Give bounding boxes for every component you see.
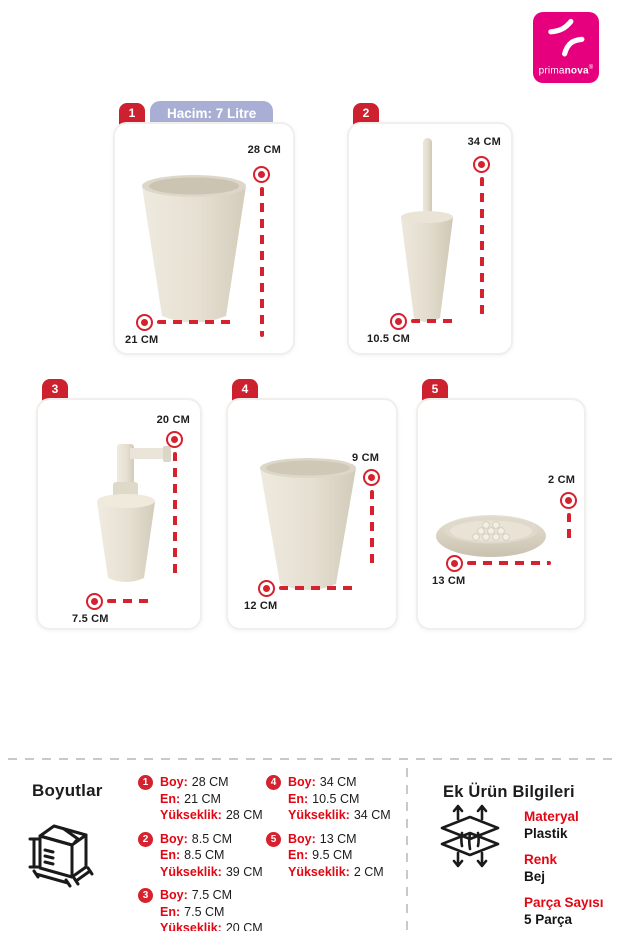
height-dashed-line [260, 187, 264, 337]
product-card-3 [36, 382, 202, 630]
extra-info-section-title: Ek Ürün Bilgileri [443, 783, 575, 801]
measure-point-icon [473, 156, 490, 173]
dim-key: En: [160, 791, 181, 806]
measure-point-icon [363, 469, 380, 486]
dim-value: 21 CM [184, 791, 221, 806]
spec-column-b [266, 774, 391, 880]
spec-line-en [160, 904, 263, 921]
height-dashed-line [567, 513, 571, 545]
dim-value: 28 CM [191, 775, 229, 789]
product-card-2 [347, 106, 513, 355]
measure-point-icon [390, 313, 407, 330]
item-number-badge: 5 [266, 832, 281, 847]
spec-line-en [288, 847, 384, 864]
height-dimension-label: 2 CM [548, 474, 576, 486]
extra-label: Renk [524, 852, 558, 867]
spec-line-yukseklik [288, 807, 391, 824]
extra-label: Materyal [524, 809, 579, 824]
item-number-badge: 2 [138, 832, 153, 847]
product-2-panel [347, 122, 513, 355]
soap-dish-image [434, 506, 548, 562]
spec-lines [288, 831, 384, 881]
spec-item-3 [138, 887, 263, 931]
width-dashed-line [279, 586, 357, 590]
spec-lines [160, 774, 263, 824]
extra-info-rows [524, 808, 604, 928]
dim-key: Yükseklik: [160, 921, 222, 931]
extra-value: 5 Parça [524, 912, 573, 927]
width-dashed-line [411, 319, 455, 323]
width-dashed-line [157, 320, 233, 324]
product-5-number-badge: 5 [422, 379, 448, 406]
spec-line-yukseklik [160, 920, 263, 931]
dim-key: Boy: [288, 831, 316, 846]
spec-item-5 [266, 831, 391, 881]
measure-point-icon [258, 580, 275, 597]
primanova-wordmark [533, 63, 599, 76]
spec-line-en [288, 791, 391, 808]
dim-key: Boy: [288, 775, 316, 789]
dim-value: 34 CM [353, 808, 391, 822]
measure-point-icon [253, 166, 270, 183]
dim-key: Yükseklik: [288, 864, 350, 879]
spec-item-4 [266, 774, 391, 824]
dim-key: En: [160, 904, 181, 919]
spec-item-1 [138, 774, 263, 824]
measure-point-icon [166, 431, 183, 448]
extra-value: Bej [524, 869, 546, 884]
spec-line-boy [160, 774, 263, 791]
measure-point-icon [136, 314, 153, 331]
width-dimension-label: 10.5 CM [367, 333, 410, 345]
logo-text-bold: nova [564, 65, 589, 76]
dim-value: 2 CM [353, 864, 384, 879]
measure-point-icon [446, 555, 463, 572]
spec-line-en [160, 791, 263, 808]
dim-value: 9.5 CM [312, 848, 353, 862]
height-dashed-line [370, 490, 374, 566]
dim-key: Boy: [160, 775, 188, 789]
dim-value: 28 CM [225, 808, 263, 822]
package-box-icon [27, 817, 107, 897]
extra-row-materyal [524, 808, 604, 842]
spec-line-en [160, 847, 263, 864]
tumbler-image [254, 456, 362, 598]
dim-key: En: [160, 848, 181, 862]
product-3-number-badge: 3 [42, 379, 68, 406]
product-1-panel [113, 122, 295, 355]
waste-bin-image [135, 172, 253, 330]
extra-row-parca-sayisi [524, 894, 604, 928]
height-dashed-line [173, 452, 177, 580]
height-dimension-label: 34 CM [467, 136, 501, 148]
dim-value: 39 CM [225, 864, 263, 879]
item-number-badge: 3 [138, 888, 153, 903]
primanova-logo [533, 12, 599, 83]
volume-banner: Hacim: 7 Litre [150, 101, 273, 143]
spec-line-yukseklik [288, 864, 384, 881]
height-dashed-line [480, 177, 484, 315]
soap-dispenser-image [70, 428, 180, 596]
width-dimension-label: 21 CM [125, 334, 159, 346]
spec-item-2 [138, 831, 263, 881]
dim-value: 20 CM [225, 921, 263, 931]
dim-key: Boy: [160, 831, 188, 846]
width-dashed-line [467, 561, 551, 565]
spec-line-boy [160, 831, 263, 848]
product-2-number-badge: 2 [353, 103, 379, 130]
dim-key: Yükseklik: [160, 808, 222, 822]
dim-key: En: [288, 848, 309, 862]
measure-point-icon [560, 492, 577, 509]
material-flex-icon [436, 803, 504, 869]
product-5-panel [416, 398, 586, 630]
dim-key: Boy: [160, 888, 188, 902]
product-card-1 [113, 106, 295, 355]
product-card-5 [416, 382, 586, 630]
spec-lines [160, 831, 263, 881]
dim-value: 7.5 CM [191, 888, 233, 902]
spec-line-boy [160, 887, 263, 904]
horizontal-dashed-divider [8, 758, 613, 760]
width-dimension-label: 12 CM [244, 600, 278, 612]
product-3-panel [36, 398, 202, 630]
height-dimension-label: 28 CM [247, 144, 281, 156]
primanova-swoosh-icon [545, 18, 587, 58]
spec-line-yukseklik [160, 864, 263, 881]
dimensions-section-title: Boyutlar [32, 781, 103, 800]
extra-label: Parça Sayısı [524, 895, 604, 910]
product-4-panel [226, 398, 398, 630]
extra-value: Plastik [524, 826, 568, 841]
spec-line-boy [288, 831, 384, 848]
toilet-brush-image [377, 134, 477, 329]
dim-value: 8.5 CM [184, 848, 225, 862]
width-dimension-label: 13 CM [432, 575, 466, 587]
registered-mark: ® [588, 64, 594, 71]
spec-column-a [138, 774, 263, 931]
logo-text-light: prima [538, 65, 565, 76]
dim-value: 8.5 CM [191, 831, 233, 846]
dim-value: 7.5 CM [184, 904, 225, 919]
item-number-badge: 4 [266, 775, 281, 790]
dim-value: 10.5 CM [312, 791, 360, 806]
spec-lines [160, 887, 263, 931]
product-4-number-badge: 4 [232, 379, 258, 406]
width-dashed-line [107, 599, 149, 603]
item-number-badge: 1 [138, 775, 153, 790]
spec-line-boy [288, 774, 391, 791]
measure-point-icon [86, 593, 103, 610]
dim-key: Yükseklik: [288, 808, 350, 822]
dim-value: 13 CM [319, 831, 357, 846]
spec-lines [288, 774, 391, 824]
product-1-number-badge: 1 [119, 103, 145, 130]
dim-key: En: [288, 791, 309, 806]
height-dimension-label: 9 CM [352, 452, 380, 464]
product-card-4 [226, 382, 398, 630]
vertical-dashed-divider [406, 768, 408, 931]
spec-line-yukseklik [160, 807, 263, 824]
height-dimension-label: 20 CM [156, 414, 190, 426]
dim-value: 34 CM [319, 775, 357, 789]
dim-key: Yükseklik: [160, 864, 222, 879]
width-dimension-label: 7.5 CM [72, 613, 109, 625]
extra-row-renk [524, 851, 604, 885]
